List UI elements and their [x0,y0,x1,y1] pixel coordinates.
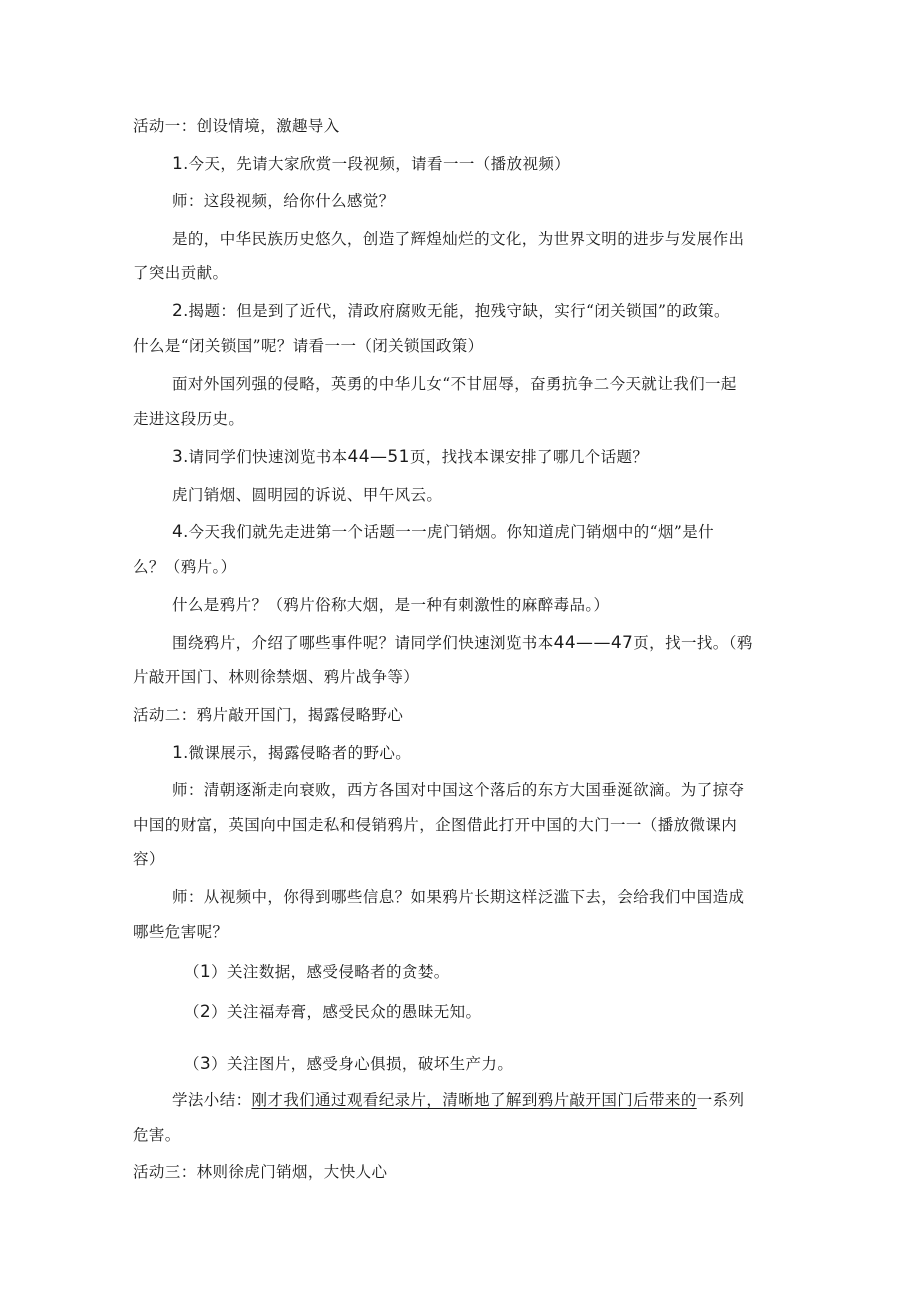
item-number: 4 [172,522,184,542]
paragraph-2: 师：这段视频，给你什么感觉？ [172,192,395,210]
item-number: 2 [172,301,184,321]
item-number: 2 [199,1002,212,1022]
summary-line1: 学法小结：刚才我们通过观看纪录片，清晰地了解到鸦片敲开国门后带来的一系列 [172,1091,745,1109]
paragraph-4-line1: 2.揭题：但是到了近代，清政府腐败无能，抱残守缺，实行“闭关锁国”的政策。 [172,301,730,321]
activity2-paragraph-2-line2: 中国的财富，英国向中国走私和侵销鸦片，企图借此打开中国的大门一一（播放微课内 [133,816,738,834]
item-number: 1 [199,962,212,982]
item-number: 3 [172,447,184,467]
paragraph-10-line2: 片敲开国门、林则徐禁烟、鸦片战争等） [133,668,420,686]
paragraph-5-line2: 走进这段历史。 [133,410,245,428]
paragraph-6: 3.请同学们快速浏览书本44—51页，找找本课安排了哪几个话题？ [172,447,649,467]
page-range: 44—51 [347,447,410,467]
summary-underlined-text: 刚才我们通过观看纪录片，清晰地了解到鸦片敲开国门后带来的 [251,1091,697,1109]
summary-label: 学法小结： [172,1091,252,1109]
activity2-paragraph-2-line1: 师：清朝逐渐走向衰败，西方各国对中国这个落后的东方大国垂涎欲滴。为了掠夺 [172,781,745,799]
paragraph-10-line1: 围绕鸦片，介绍了哪些事件呢？请同学们快速浏览书本44——47页，找一找。（鸦 [172,633,753,653]
activity1-heading: 活动一：创设情境，激趣导入 [133,117,340,135]
paragraph-1: 1.今天，先请大家欣赏一段视频，请看一一（播放视频） [172,154,571,174]
activity2-paragraph-3-line1: 师：从视频中，你得到哪些信息？如果鸦片长期这样泛滥下去，会给我们中国造成 [172,888,745,906]
list-item: （2）关注福寿膏，感受民众的愚昧无知。 [184,1002,482,1022]
item-number: 1 [172,154,184,174]
list-item: （1）关注数据，感受侵略者的贪婪。 [184,962,450,982]
activity2-paragraph-3-line2: 哪些危害呢？ [133,923,229,941]
paragraph-3-line1: 是的，中华民族历史悠久，创造了辉煌灿烂的文化，为世界文明的进步与发展作出 [172,230,745,248]
activity2-heading: 活动二：鸦片敲开国门，揭露侵略野心 [133,706,404,724]
page-range: 44——47 [553,633,634,653]
item-number: 1 [172,743,184,763]
paragraph-5-line1: 面对外国列强的侵略，英勇的中华儿女“不甘屈辱，奋勇抗争二今天就让我们一起 [172,375,737,393]
paragraph-7: 虎门销烟、圆明园的诉说、甲午风云。 [172,486,443,504]
paragraph-8-line1: 4.今天我们就先走进第一个话题一一虎门销烟。你知道虎门销烟中的“烟”是什 [172,522,714,542]
paragraph-4-line2: 什么是“闭关锁国”呢？请看一一（闭关锁国政策） [133,337,484,355]
paragraph-3-line2: 了突出贡献。 [133,264,229,282]
paragraph-9: 什么是鸦片？（鸦片俗称大烟，是一种有刺激性的麻醉毒品。） [172,596,610,614]
list-item: （3）关注图片，感受身心俱损，破坏生产力。 [184,1054,514,1074]
summary-line2: 危害。 [133,1126,181,1144]
activity2-paragraph-1: 1.微课展示，揭露侵略者的野心。 [172,743,412,763]
paragraph-8-line2: 么？（鸦片。） [133,558,237,576]
activity3-heading: 活动三：林则徐虎门销烟，大快人心 [133,1163,388,1181]
activity2-paragraph-2-line3: 容） [133,850,165,868]
item-number: 3 [199,1054,212,1074]
